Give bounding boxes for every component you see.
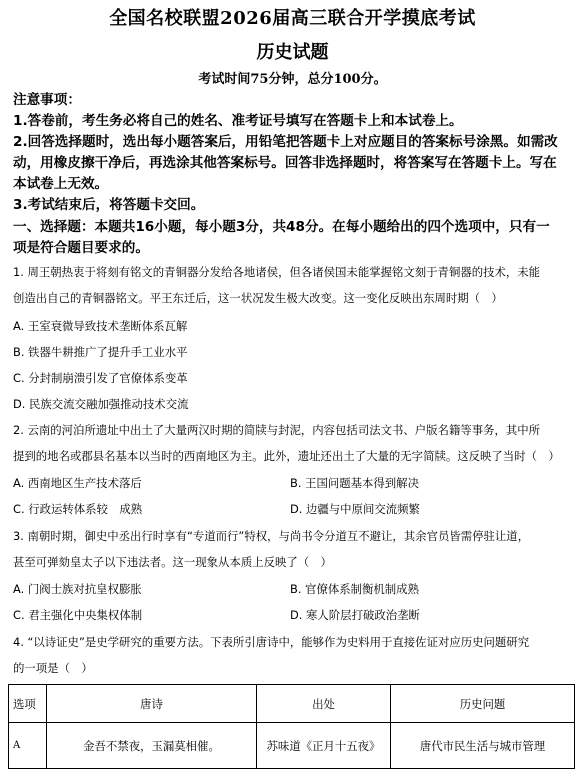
notice-line: 3.考试结束后，将答题卡交回。 (13, 197, 205, 213)
option-a: A. 王室衰微导致技术垄断体系瓦解 (13, 319, 188, 333)
option-c: C. 分封制崩溃引发了官僚体系变革 (13, 371, 188, 385)
question-stem-line: 2. 云南的河泊所遗址中出土了大量两汉时期的简牍与封泥，内容包括司法文书、户版名籍等事务，其中所 (13, 423, 541, 437)
option-b: B. 王国问题基本得到解决 (290, 476, 419, 490)
table-row (9, 723, 575, 769)
option-d: D. 寒人阶层打破政治垄断 (290, 608, 420, 622)
option-a: A. 门阀士族对抗皇权膨胀 (13, 582, 142, 596)
table-cell-poem: 金吾不禁夜，玉漏莫相催。 (47, 723, 257, 769)
poetry-table (8, 684, 575, 769)
notice-heading: 注意事项： (13, 92, 81, 108)
notice-line: 2.回答选择题时，选出每小题答案后，用铅笔把答题卡上对应题目的答案标号涂黑。如需改 (13, 134, 558, 150)
table-header-source: 出处 (257, 685, 391, 723)
table-cell-option: A (9, 723, 47, 769)
option-d: D. 民族交流交融加强推动技术交流 (13, 397, 189, 411)
table-header-issue: 历史问题 (391, 685, 575, 723)
notice-line: 1.答卷前，考生务必将自己的姓名、准考证号填写在答题卡上和本试卷上。 (13, 113, 463, 129)
option-b: B. 官僚体系制衡机制成熟 (290, 582, 419, 596)
subject-title: 历史试题 (256, 42, 329, 63)
option-b: B. 铁器牛耕推广了提升手工业水平 (13, 345, 188, 359)
notice-line: 本试卷上无效。 (13, 176, 109, 192)
question-stem-line: 4. “以诗证史”是史学研究的重要方法。下表所引唐诗中，能够作为史料用于直接佐证对应历史问题研究 (13, 635, 530, 649)
question-stem-line: 的一项是（ ） (13, 661, 93, 675)
section-line: 一、选择题：本题共16小题，每小题3分，共48分。在每小题给出的四个选项中，只有一 (13, 219, 550, 235)
table-header-row (9, 685, 575, 723)
question-stem-line: 3. 南朝时期，御史中丞出行时享有“专道而行”特权，与尚书令分道互不避让，其余官员皆需停驻让道， (13, 529, 530, 543)
section-line: 项是符合题目要求的。 (13, 240, 149, 256)
table-header-option: 选项 (9, 685, 47, 723)
table-header-poem: 唐诗 (47, 685, 257, 723)
exam-info: 考试时间75分钟，总分100分。 (198, 72, 387, 87)
question-stem-line: 甚至可弹劾皇太子以下违法者。这一现象从本质上反映了（ ） (13, 555, 332, 569)
option-c: C. 行政运转体系较 成熟 (13, 502, 143, 516)
option-c: C. 君主强化中央集权体制 (13, 608, 143, 622)
notice-line: 动，用橡皮擦干净后，再选涂其他答案标号。回答非选择题时，将答案写在答题卡上。写在 (13, 155, 557, 171)
question-stem-line: 1. 周王朝热衷于将刻有铭文的青铜器分发给各地诸侯，但各诸侯国未能掌握铭文刻于青铜器的技术，未能 (13, 265, 541, 279)
question-stem-line: 创造出自己的青铜器铭文。平王东迁后，这一状况发生极大改变。这一变化反映出东周时期（ ） (13, 291, 503, 305)
question-stem-line: 提到的地名或郡县名基本以当时的西南地区为主。此外，遗址还出土了大量的无字简牍。这反映了当时（ ） (13, 449, 560, 463)
option-d: D. 边疆与中原间交流频繁 (290, 502, 420, 516)
table-cell-source: 苏味道《正月十五夜》 (257, 723, 391, 769)
table-cell-issue: 唐代市民生活与城市管理 (391, 723, 575, 769)
exam-title: 全国名校联盟2026届高三联合开学摸底考试 (109, 8, 476, 29)
option-a: A. 西南地区生产技术落后 (13, 476, 142, 490)
